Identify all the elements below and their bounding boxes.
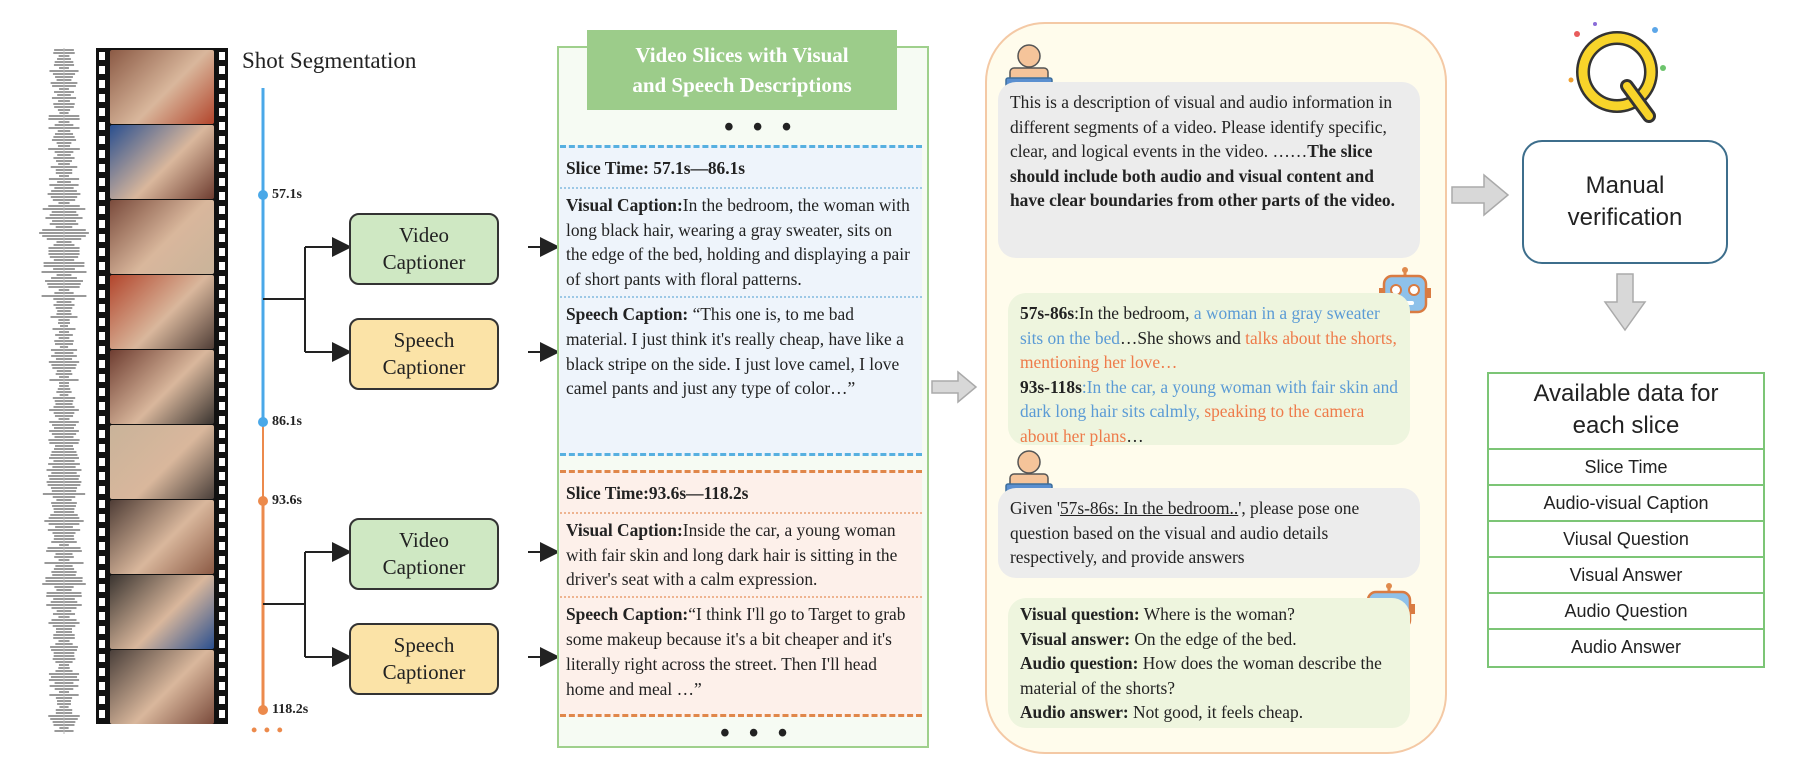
- time-label-118s: 118.2s: [272, 702, 309, 717]
- video-captioner-2: Video Captioner: [349, 518, 499, 590]
- qa-visual-answer: Visual answer: On the edge of the bed.: [1020, 628, 1297, 649]
- available-row-av-caption: Audio-visual Caption: [1489, 486, 1763, 522]
- audio-waveform: [34, 48, 94, 734]
- film-frame-4: [110, 275, 214, 349]
- slice-2-bottom-border: [560, 714, 922, 717]
- slice-1-time: Slice Time: 57.1s—86.1s: [566, 158, 746, 178]
- timepoint-57s: [258, 190, 268, 200]
- available-row-audio-answer: Audio Answer: [1570, 637, 1682, 657]
- timepoint-93s: [258, 496, 268, 506]
- time-label-57s: 57.1s: [272, 187, 302, 202]
- slice-1-bottom-border: [560, 453, 922, 456]
- available-data-table: [1487, 372, 1765, 668]
- available-row-visual-answer: Visual Answer: [1489, 558, 1763, 594]
- slices-ellipsis-top: • • •: [724, 112, 798, 143]
- prompt-bubble-2: Given '57s-86s: In the bedroom..', please pose one question based on the visual and audio details respectively, and provide answers: [998, 488, 1420, 578]
- speech-captioner-1: Speech Captioner: [349, 318, 499, 390]
- qa-visual-question: Visual question: Where is the woman?: [1020, 604, 1295, 624]
- response-bubble-1: 57s-86s:In the bedroom, a woman in a gray sweater sits on the bed…She shows and talks about the shorts, mentioning her love… 93s-118s:In the car, a young woman with fair skin and dark long hair sits calmly, speaking to the camera about her plans…: [1008, 293, 1410, 445]
- manual-verification-box: Manual verification: [1522, 140, 1728, 264]
- film-frame-1: [110, 50, 214, 124]
- slice-2-time: Slice Time:93.6s—118.2s: [566, 483, 749, 503]
- film-frame-7: [110, 500, 214, 574]
- arrow-right-icon-2: [1450, 172, 1512, 218]
- available-row-slice-time: Slice Time: [1489, 450, 1763, 486]
- timeline-continuation: • • •: [251, 720, 284, 740]
- available-data-title: Available data for each slice: [1489, 374, 1763, 450]
- slice-1: [560, 145, 922, 456]
- qa-audio-question: Audio question: How does the woman describe the material of the shorts?: [1020, 653, 1382, 698]
- film-frame-9: [110, 650, 214, 724]
- shot-segmentation-title: Shot Segmentation: [242, 48, 417, 73]
- prompt-bubble-1: This is a description of visual and audio information in different segments of a video. Please identify specific, clear, and logical events in the video. ……The slice should include both audio and visual content and have clear boundaries from other parts of the video.: [998, 82, 1420, 258]
- qa-audio-answer: Audio answer: Not good, it feels cheap.: [1020, 702, 1304, 723]
- video-captioner-1: Video Captioner: [349, 213, 499, 285]
- slices-ellipsis-bottom: • • •: [720, 718, 794, 749]
- qa-bubble: [1008, 598, 1410, 728]
- film-frame-8: [110, 575, 214, 649]
- speech-captioner-2: Speech Captioner: [349, 623, 499, 695]
- timepoint-118s: [258, 705, 268, 715]
- slice-2-visual-caption: Visual Caption:Inside the car, a young woman with fair skin and long dark hair is sitting in the driver's seat with a calm expression.: [566, 519, 898, 590]
- film-frame-3: [110, 200, 214, 274]
- film-strip: [96, 48, 228, 724]
- time-label-86s: 86.1s: [272, 414, 302, 429]
- video-slices-title: Video Slices with Visual and Speech Descriptions: [587, 30, 897, 110]
- time-label-93s: 93.6s: [272, 493, 302, 508]
- film-frame-6: [110, 425, 214, 499]
- slice-2-speech-caption: Speech Caption:“I think I'll go to Target to grab some makeup because it's a bit cheaper and it's literally right across the street. Then I'll head home and meal …”: [566, 604, 906, 699]
- film-frame-5: [110, 350, 214, 424]
- slice-1-speech-caption: Speech Caption: “This one is, to me bad material. I just think it's really cheap, have like a black stripe on the side. I just love camel, I love camel pants and just any type of color…”: [566, 303, 904, 399]
- slice-2: [560, 470, 922, 717]
- available-row-audio-question: Audio Question: [1489, 594, 1763, 630]
- film-frame-2: [110, 125, 214, 199]
- slice-1-visual-caption: Visual Caption:In the bedroom, the woman with long black hair, wearing a gray sweater, sits on the edge of the bed, holding and displaying a pair of short pants with floral patterns.: [566, 194, 910, 290]
- available-row-visual-question: Viusal Question: [1489, 522, 1763, 558]
- timepoint-86s: [258, 417, 268, 427]
- arrow-right-icon: [930, 370, 980, 404]
- q-logo-icon: [1565, 20, 1669, 130]
- arrow-down-icon: [1602, 272, 1648, 334]
